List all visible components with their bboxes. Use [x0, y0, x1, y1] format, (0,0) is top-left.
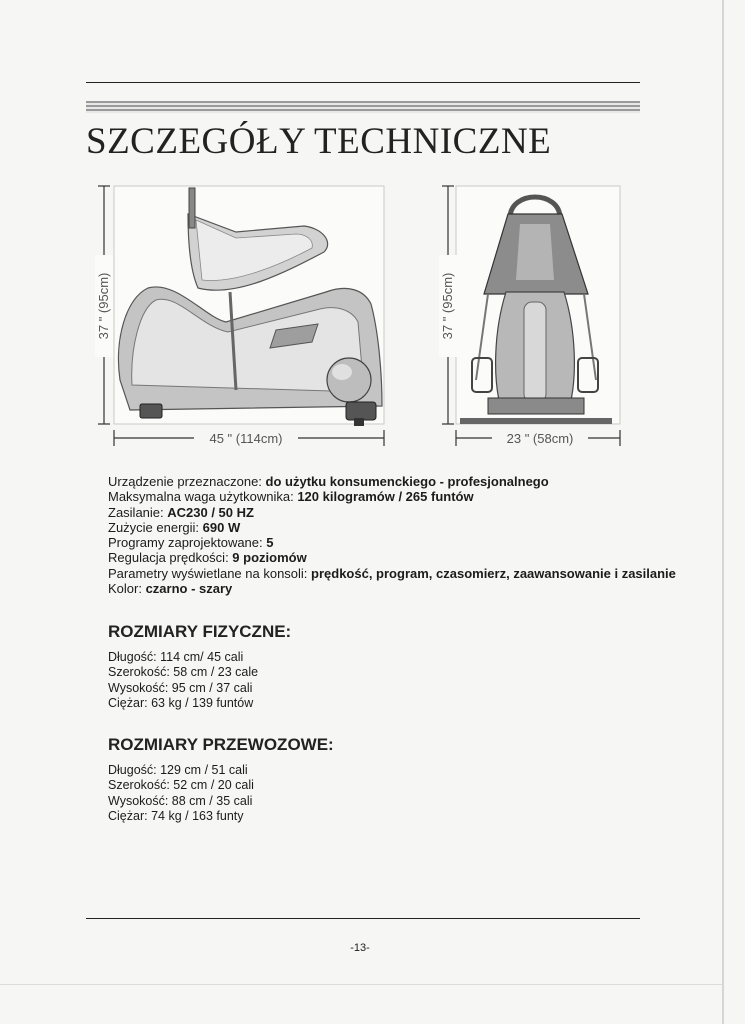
spec-color: Kolor: czarno - szary — [108, 581, 233, 597]
spec-console-params: Parametry wyświetlane na konsoli: prędkość, program, czasomierz, zaawansowanie i zasilanie — [108, 565, 676, 581]
physical-height: Wysokość: 95 cm / 37 cali — [108, 680, 253, 695]
physical-length: Długość: 114 cm/ 45 cali — [108, 650, 244, 664]
transport-length: Długość: 129 cm / 51 cali — [108, 763, 248, 777]
spec-speed-adjust: Regulacja prędkości: 9 poziomów — [108, 550, 307, 566]
header-rule — [86, 82, 640, 83]
footer-rule — [86, 918, 640, 919]
physical-dimensions-section — [108, 622, 291, 711]
spec-energy-use: Zużycie energii: 690 W — [108, 519, 241, 535]
front-view-diagram — [432, 180, 632, 455]
physical-dimensions-heading: ROZMIARY FIZYCZNE: — [108, 622, 292, 641]
spec-list — [108, 474, 676, 596]
transport-dimensions-section — [108, 735, 334, 824]
header-hatch-band — [86, 101, 640, 113]
page-edge — [722, 0, 724, 1024]
spec-intended-use: Urządzenie przeznaczone: do użytku konsumenckiego - profesjonalnego — [108, 474, 549, 489]
spec-max-weight: Maksymalna waga użytkownika: 120 kilogramów / 265 funtów — [108, 489, 474, 505]
transport-height: Wysokość: 88 cm / 35 cali — [108, 793, 253, 808]
transport-width: Szerokość: 52 cm / 20 cali — [108, 778, 254, 793]
front-width-label: 23 " (58cm) — [506, 431, 574, 446]
spec-power-supply: Zasilanie: AC230 / 50 HZ — [108, 504, 254, 520]
front-height-label: 37 " (95cm) — [440, 272, 455, 340]
bottom-edge — [0, 984, 722, 985]
physical-weight: Ciężar: 63 kg / 139 funtów — [108, 695, 254, 710]
spec-programs: Programy zaprojektowane: 5 — [108, 535, 274, 551]
transport-dimensions-heading: ROZMIARY PRZEWOZOWE: — [108, 735, 334, 754]
side-length-label: 45 " (114cm) — [209, 431, 283, 446]
side-height-label: 37 " (95cm) — [96, 272, 111, 340]
page-title: SZCZEGÓŁY TECHNICZNE — [86, 121, 552, 162]
page-number: -13- — [350, 942, 370, 954]
physical-width: Szerokość: 58 cm / 23 cale — [108, 665, 259, 680]
side-view-diagram — [86, 180, 396, 455]
transport-weight: Ciężar: 74 kg / 163 funty — [108, 808, 244, 823]
